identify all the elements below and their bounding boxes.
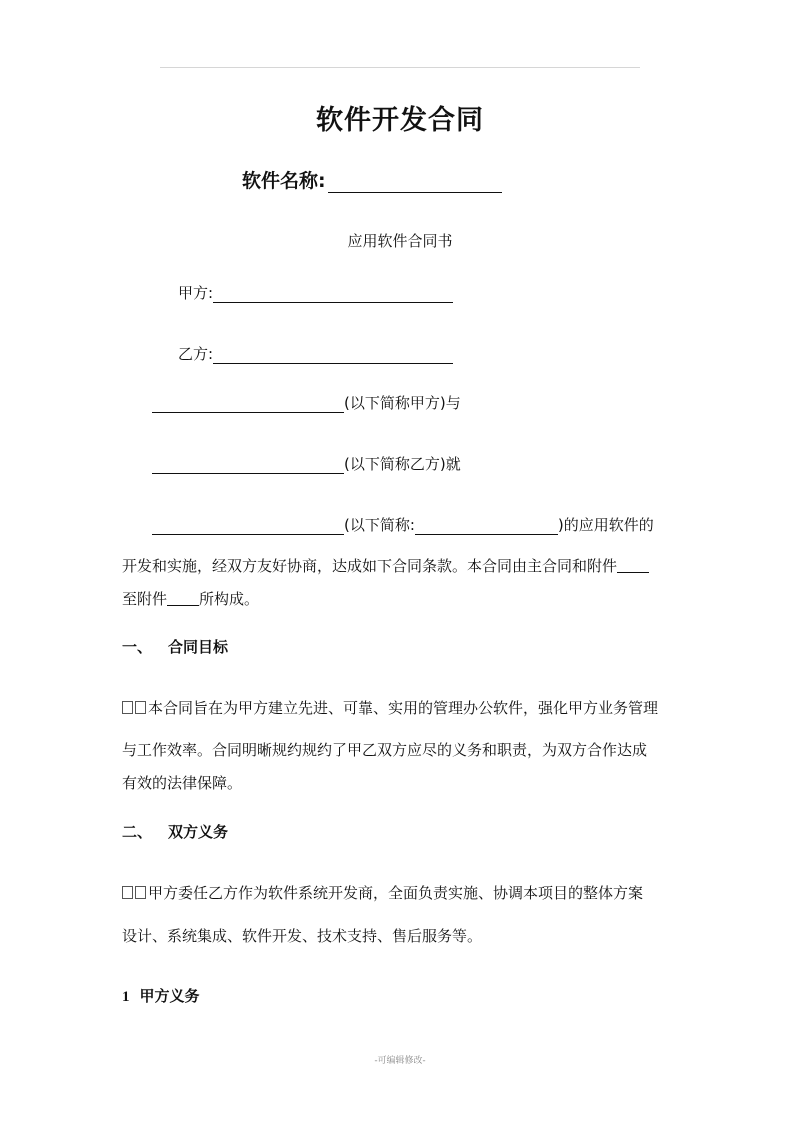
ref-short-end-text: )的应用软件的	[557, 516, 654, 534]
party-b-blank	[213, 349, 453, 364]
section-1-heading	[122, 636, 228, 657]
subsection-1-heading	[122, 985, 200, 1006]
ref-party-b-line	[152, 453, 461, 474]
software-name-field	[242, 166, 502, 193]
section-2-line-2: 设计、系统集成、软件开发、技术支持、售后服务等。	[122, 927, 483, 945]
party-a-label: 甲方:	[178, 284, 214, 302]
intro-blank-2	[167, 591, 199, 606]
ref-party-a-line	[152, 392, 461, 413]
section-1-number: 一、	[122, 638, 153, 656]
section-2-line-1	[122, 882, 680, 903]
software-name-label: 软件名称:	[242, 170, 326, 192]
placeholder-box-icon	[122, 886, 133, 899]
section-2-heading	[122, 821, 228, 842]
document-title: 软件开发合同	[316, 105, 484, 136]
section-2-text-1: 甲方委任乙方作为软件系统开发商，全面负责实施、协调本项目的整体方案	[148, 884, 644, 902]
subsection-1-number: 1	[122, 989, 130, 1005]
subsection-1-title: 甲方义务	[139, 987, 200, 1005]
party-a-blank	[213, 288, 453, 303]
ref-short-line	[152, 514, 654, 535]
ref-party-a-blank	[152, 398, 344, 413]
section-1-line-1	[122, 697, 680, 718]
placeholder-box-icon	[135, 701, 146, 714]
intro-line-2-a: 至附件	[122, 590, 168, 608]
placeholder-box-icon	[135, 886, 146, 899]
section-1-text-1: 本合同旨在为甲方建立先进、可靠、实用的管理办公软件，强化甲方业务管理	[148, 699, 659, 717]
header-rule	[160, 67, 640, 68]
section-1-title: 合同目标	[168, 638, 229, 656]
intro-paragraph-line-1	[122, 555, 680, 576]
intro-blank-1	[617, 558, 649, 573]
section-1-line-3: 有效的法律保障。	[122, 774, 243, 792]
page-footer: -可编辑修改-	[374, 1055, 426, 1065]
party-a-field	[178, 282, 453, 303]
ref-party-a-text: (以下简称甲方)与	[344, 394, 461, 412]
ref-party-b-blank	[152, 459, 344, 474]
intro-line-2-b: 所构成。	[199, 590, 260, 608]
ref-short-blank-1	[152, 520, 344, 535]
ref-short-text: (以下简称:	[344, 516, 415, 534]
software-name-blank	[328, 174, 502, 193]
document-subtitle: 应用软件合同书	[347, 232, 453, 250]
intro-line-1-text: 开发和实施，经双方友好协商，达成如下合同条款。本合同由主合同和附件	[122, 557, 618, 575]
section-2-number: 二、	[122, 823, 153, 841]
section-2-title: 双方义务	[168, 823, 229, 841]
party-b-label: 乙方:	[178, 345, 214, 363]
ref-short-blank-2	[415, 520, 558, 535]
intro-paragraph-line-2	[122, 588, 680, 609]
placeholder-box-icon	[122, 701, 133, 714]
party-b-field	[178, 343, 453, 364]
ref-party-b-text: (以下简称乙方)就	[344, 455, 461, 473]
section-1-line-2: 与工作效率。合同明晰规约规约了甲乙双方应尽的义务和职责，为双方合作达成	[122, 741, 648, 759]
